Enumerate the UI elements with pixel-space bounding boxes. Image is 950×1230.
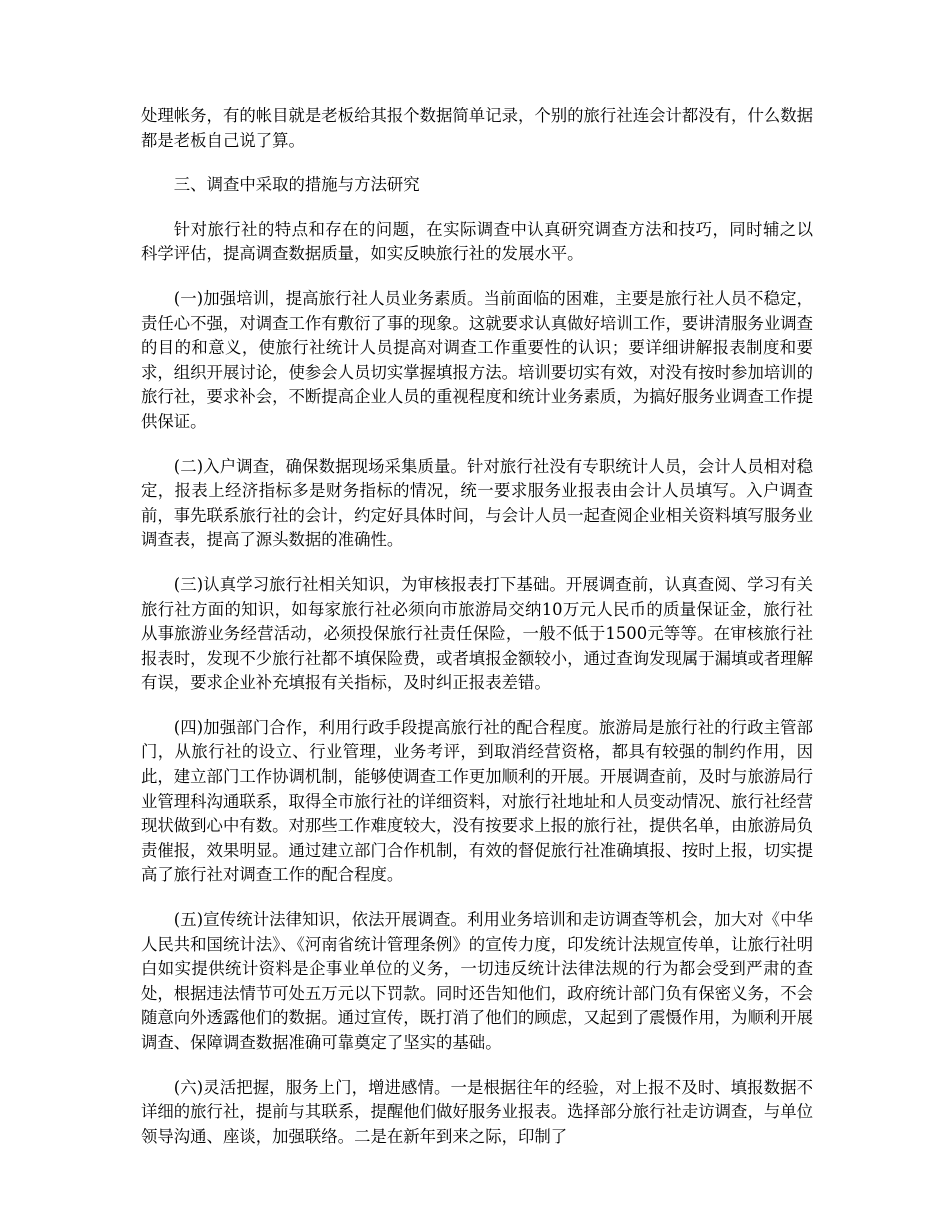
paragraph-measure-3: (三)认真学习旅行社相关知识，为审核报表打下基础。开展调查前，认真查阅、学习有关旅行社方面的知识，如每家旅行社必须向市旅游局交纳10万元人民币的质量保证金，旅行社从事旅游业务经营活动，必须投保旅行社责任保险，一般不低于1500元等等。在审核旅行社报表时，发现不少旅行社都不填保险费，或者填报金额较小，通过查询发现属于漏填或者理解有误，要求企业补充填报有关指标，及时纠正报表差错。 [141,574,814,693]
section-heading: 三、调查中采取的措施与方法研究 [173,175,420,195]
paragraph-measure-4: (四)加强部门合作，利用行政手段提高旅行社的配合程度。旅游局是旅行社的行政主管部门，从旅行社的设立、行业管理，业务考评，到取消经营资格，都具有较强的制约作用，因此，建立部门工作协调机制，能够使调查工作更加顺利的开展。开展调查前，及时与旅游局行业管理科沟通联系，取得全市旅行社的详细资料，对旅行社地址和人员变动情况、旅行社经营现状做到心中有数。对那些工作难度较大，没有按要求上报的旅行社，提供名单，由旅游局负责催报，效果明显。通过建立部门合作机制，有效的督促旅行社准确填报、按时上报，切实提高了旅行社对调查工作的配合程度。 [141,717,814,885]
paragraph-measure-6: (六)灵活把握，服务上门，增进感情。一是根据往年的经验，对上报不及时、填报数据不详细的旅行社，提前与其联系，提醒他们做好服务业报表。选择部分旅行社走访调查，与单位领导沟通、座谈，加强联络。二是在新年到来之际，印制了 [141,1077,814,1146]
paragraph-measure-2: (二)入户调查，确保数据现场采集质量。针对旅行社没有专职统计人员，会计人员相对稳定，报表上经济指标多是财务指标的情况，统一要求服务业报表由会计人员填写。入户调查前，事先联系旅行社的会计，约定好具体时间，与会计人员一起查阅企业相关资料填写服务业调查表，提高了源头数据的准确性。 [141,456,814,550]
document-body [141,104,813,1169]
paragraph-intro: 针对旅行社的特点和存在的问题，在实际调查中认真研究调查方法和技巧，同时辅之以科学评估，提高调查数据质量，如实反映旅行社的发展水平。 [141,219,813,264]
paragraph-continuation: 处理帐务，有的帐目就是老板给其报个数据简单记录，个别的旅行社连会计都没有，什么数据都是老板自己说了算。 [141,106,814,150]
paragraph-measure-1: (一)加强培训，提高旅行社人员业务素质。当前面临的困难，主要是旅行社人员不稳定，责任心不强，对调查工作有敷衍了事的现象。这就要求认真做好培训工作，要讲清服务业调查的目的和意义，使旅行社统计人员提高对调查工作重要性的认识；要详细讲解报表制度和要求，组织开展讨论，使参会人员切实掌握填报方法。培训要切实有效，对没有按时参加培训的旅行社，要求补会，不断提高企业人员的重视程度和统计业务素质，为搞好服务业调查工作提供保证。 [141,288,814,431]
paragraph-measure-5: (五)宣传统计法律知识，依法开展调查。利用业务培训和走访调查等机会，加大对《中华人民共和国统计法》、《河南省统计管理条例》的宣传力度，印发统计法规宣传单，让旅行社明白如实提供统计资料是企事业单位的义务，一切违反统计法律法规的行为都会受到严肃的查处，根据违法情节可处五万元以下罚款。同时还告知他们，政府统计部门负有保密义务，不会随意向外透露他们的数据。通过宣传，既打消了他们的顾虑，又起到了震慑作用，为顺利开展调查、保障调查数据准确可靠奠定了坚实的基础。 [141,910,814,1052]
